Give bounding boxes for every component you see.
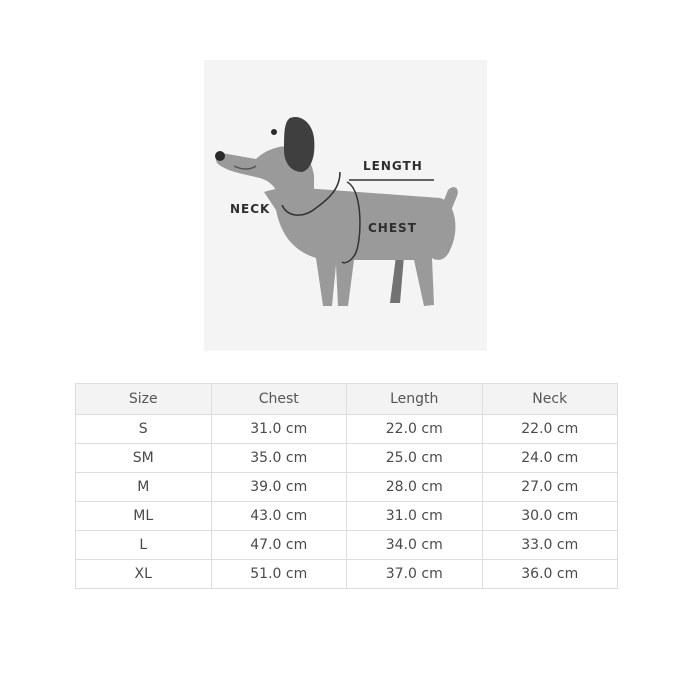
neck-cell: 22.0 cm (482, 415, 618, 444)
chest-cell: 39.0 cm (211, 473, 347, 502)
length-cell: 28.0 cm (347, 473, 483, 502)
length-cell: 31.0 cm (347, 502, 483, 531)
dog-nose (215, 151, 225, 161)
chest-cell: 47.0 cm (211, 531, 347, 560)
header-chest: Chest (211, 384, 347, 415)
dog-ear (284, 117, 314, 172)
neck-label: NECK (230, 202, 271, 216)
length-cell: 37.0 cm (347, 560, 483, 589)
neck-cell: 33.0 cm (482, 531, 618, 560)
table-row (76, 444, 618, 473)
dog-measurement-diagram (204, 60, 487, 351)
table-row (76, 531, 618, 560)
size-cell: S (76, 415, 212, 444)
table-header-row (76, 384, 618, 415)
chest-cell: 31.0 cm (211, 415, 347, 444)
length-cell: 22.0 cm (347, 415, 483, 444)
header-size: Size (76, 384, 212, 415)
size-cell: ML (76, 502, 212, 531)
size-cell: M (76, 473, 212, 502)
dog-illustration (204, 60, 487, 351)
size-chart-table (75, 383, 618, 589)
table-row (76, 415, 618, 444)
dog-body (264, 187, 455, 306)
length-cell: 34.0 cm (347, 531, 483, 560)
chest-label: CHEST (368, 221, 417, 235)
neck-cell: 24.0 cm (482, 444, 618, 473)
table-row (76, 560, 618, 589)
dog-back-leg-rear (390, 256, 404, 303)
table-row (76, 473, 618, 502)
dog-eye (271, 129, 277, 135)
neck-cell: 36.0 cm (482, 560, 618, 589)
size-cell: L (76, 531, 212, 560)
chest-cell: 43.0 cm (211, 502, 347, 531)
table-row (76, 502, 618, 531)
size-cell: SM (76, 444, 212, 473)
header-length: Length (347, 384, 483, 415)
size-cell: XL (76, 560, 212, 589)
header-neck: Neck (482, 384, 618, 415)
length-label: LENGTH (363, 159, 423, 173)
chest-cell: 35.0 cm (211, 444, 347, 473)
neck-cell: 30.0 cm (482, 502, 618, 531)
neck-cell: 27.0 cm (482, 473, 618, 502)
length-cell: 25.0 cm (347, 444, 483, 473)
chest-cell: 51.0 cm (211, 560, 347, 589)
